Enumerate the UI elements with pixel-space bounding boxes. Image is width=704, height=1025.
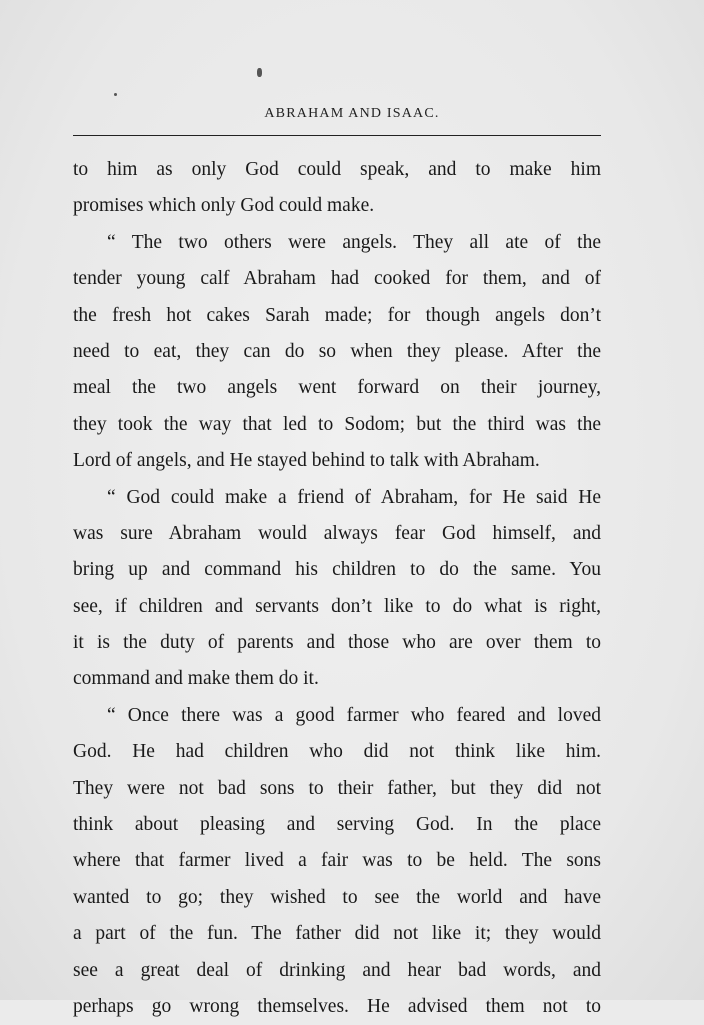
text-line: it is the duty of parents and those who are over them to (73, 632, 601, 654)
text-line: see, if children and servants don’t like to do what is right, (73, 595, 601, 617)
header-rule (73, 135, 601, 136)
text-line: “ Once there was a good farmer who feared and loved (107, 704, 601, 726)
text-line: “ God could make a friend of Abraham, for He said He (107, 486, 601, 508)
text-line: perhaps go wrong themselves. He advised them not to (73, 995, 601, 1017)
text-line: to him as only God could speak, and to make him (73, 159, 601, 180)
body-text (73, 152, 601, 1025)
text-line: They were not bad sons to their father, but they did not (73, 777, 601, 799)
ink-speck (257, 68, 262, 77)
text-line: see a great deal of drinking and hear bad words, and (73, 959, 601, 981)
running-head: ABRAHAM AND ISAAC. (264, 106, 440, 121)
text-line: meal the two angels went forward on their journey, (73, 377, 601, 399)
text-line: the fresh hot cakes Sarah made; for though angels don’t (73, 304, 601, 326)
text-line: where that farmer lived a fair was to be held. The sons (73, 850, 601, 872)
text-line: need to eat, they can do so when they please. After the (73, 340, 601, 362)
text-line: bring up and command his children to do the same. You (73, 559, 601, 581)
text-line: command and make them do it. (73, 668, 319, 690)
text-line: God. He had children who did not think like him. (73, 741, 601, 763)
text-line: was sure Abraham would always fear God himself, and (73, 522, 601, 544)
text-line: think about pleasing and serving God. In the place (73, 814, 601, 836)
text-line: a part of the fun. The father did not like it; they would (73, 923, 601, 945)
ink-speck (114, 93, 117, 96)
text-line: “ The two others were angels. They all ate of the (107, 231, 601, 253)
text-line: Lord of angels, and He stayed behind to talk with Abraham. (73, 450, 540, 472)
text-line: wanted to go; they wished to see the world and have (73, 886, 601, 908)
text-line: they took the way that led to Sodom; but the third was the (73, 413, 601, 435)
text-line: tender young calf Abraham had cooked for them, and of (73, 268, 601, 290)
text-line: promises which only God could make. (73, 195, 375, 217)
